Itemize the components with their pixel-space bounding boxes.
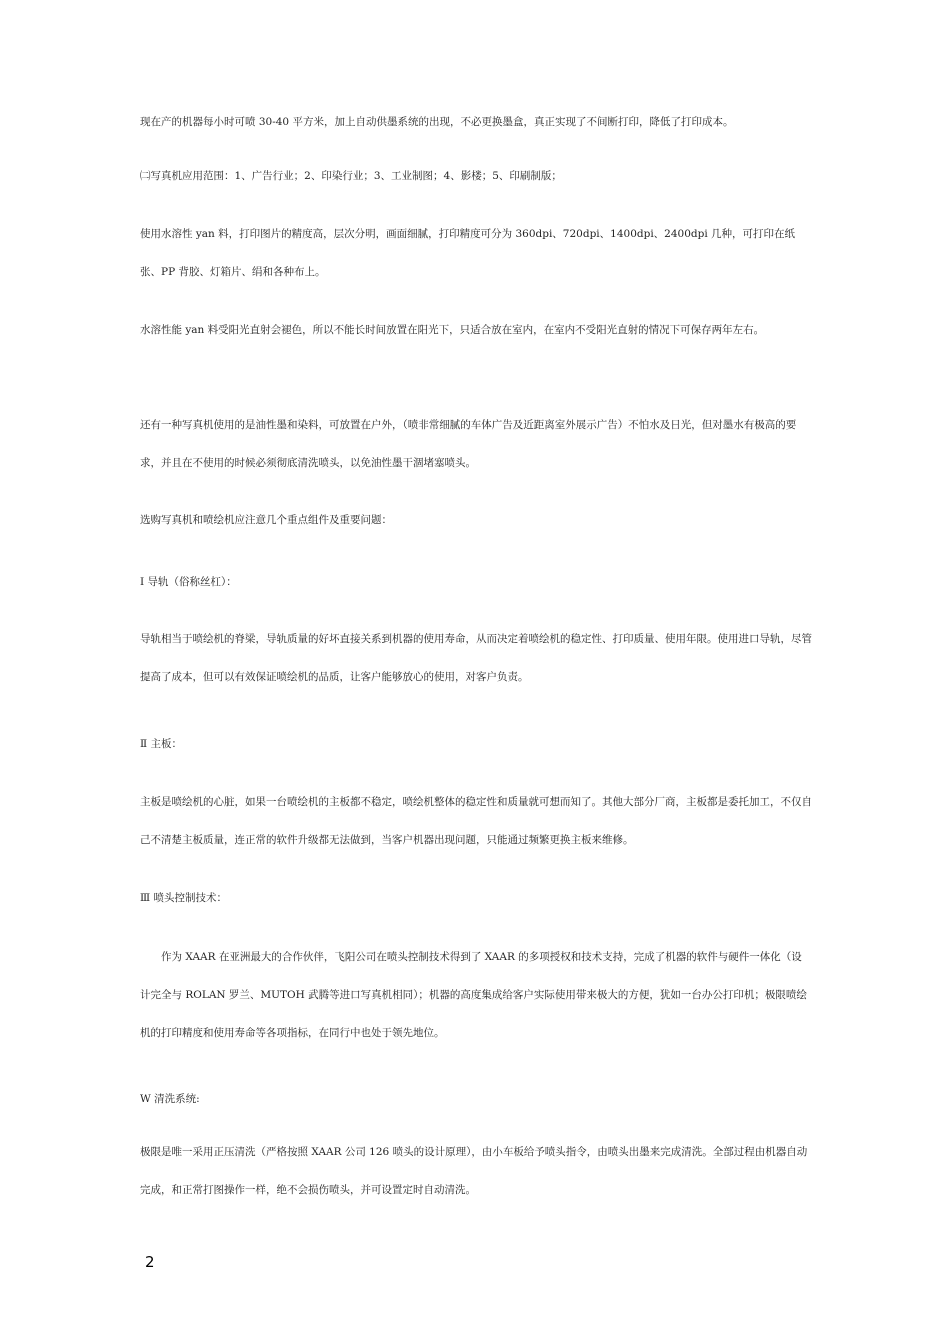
paragraph-cleaning-system: 极限是唯一采用正压清洗（严格按照 XAAR 公司 126 喷头的设计原理），由小车板给予喷头指令，由喷头出墨来完成清洗。全部过程由机器自动完成，和正常打图操作一样，绝不会损伤喷头，并可设置定时自动清洗。 xyxy=(140,1146,808,1196)
page-number: 2 xyxy=(145,1253,155,1271)
paragraph-buying-intro: 选购写真机和喷绘机应注意几个重点组件及重要问题： xyxy=(140,514,392,526)
heading-guide-rail: Ⅰ 导轨（俗称丝杠）： xyxy=(140,576,237,588)
paragraph-mainboard: 主板是喷绘机的心脏，如果一台喷绘机的主板都不稳定，喷绘机整体的稳定性和质量就可想而知了。其他大部分厂商，主板都是委托加工，不仅自己不清楚主板质量，连正常的软件升级都无法做到，当客户机器出现问题，只能通过频繁更换主板来维修。 xyxy=(140,796,812,846)
heading-cleaning-system: W 清洗系统: xyxy=(140,1093,200,1105)
paragraph-oil-ink: 还有一种写真机使用的是油性墨和染料，可放置在户外，（喷非常细腻的车体广告及近距离室外展示广告）不怕水及日光，但对墨水有极高的要求，并且在不使用的时候必须彻底清洗喷头，以免油性墨干涸堵塞喷头。 xyxy=(140,419,797,469)
paragraph-print-speed: 现在产的机器每小时可喷 30-40 平方米，加上自动供墨系统的出现，不必更换墨盒，真正实现了不间断打印，降低了打印成本。 xyxy=(140,116,734,128)
paragraph-fading: 水溶性能 yan 料受阳光直射会褪色，所以不能长时间放置在阳光下，只适合放在室内，在室内不受阳光直射的情况下可保存两年左右。 xyxy=(140,324,765,336)
paragraph-nozzle-control: 作为 XAAR 在亚洲最大的合作伙伴，飞阳公司在喷头控制技术得到了 XAAR 的多项授权和技术支持，完成了机器的软件与硬件一体化（设计完全与 ROLAN 罗兰、MUTOH 武腾等进口写真机相同）；机器的高度集成给客户实际使用带来极大的方便，犹如一台办公打印机；极限喷绘机的打印精度和使用寿命等各项指标，在同行中也处于领先地位。 xyxy=(140,951,807,1039)
paragraph-application-scope: ㈡写真机应用范围：1、广告行业；2、印染行业；3、工业制图；4、影楼；5、印刷制版； xyxy=(140,170,562,182)
heading-nozzle-control: Ⅲ 喷头控制技术： xyxy=(140,892,227,904)
heading-mainboard: Ⅱ 主板： xyxy=(140,738,182,750)
paragraph-water-ink: 使用水溶性 yan 料，打印图片的精度高，层次分明，画面细腻，打印精度可分为 360dpi、720dpi、1400dpi、2400dpi 几种，可打印在纸张、PP 背胶、灯箱片、绢和各种布上。 xyxy=(140,228,796,278)
paragraph-guide-rail: 导轨相当于喷绘机的脊梁，导轨质量的好坏直接关系到机器的使用寿命，从而决定着喷绘机的稳定性、打印质量、使用年限。使用进口导轨，尽管提高了成本，但可以有效保证喷绘机的品质，让客户能够放心的使用，对客户负责。 xyxy=(140,633,812,683)
